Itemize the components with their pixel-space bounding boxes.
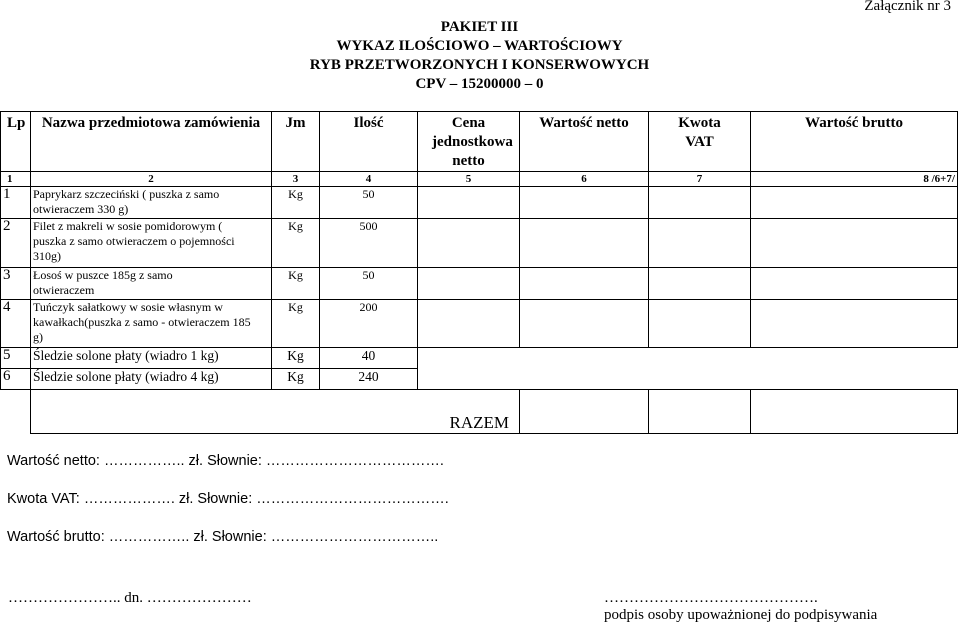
- row-cell: [649, 348, 751, 369]
- row-qty: 50: [320, 268, 418, 300]
- vat-amount-line: Kwota VAT: ………………. zł. Słownie: ………………………………….: [7, 491, 449, 507]
- row-cell: [751, 348, 958, 369]
- net-value-line: Wartość netto: …………….. zł. Słownie: ……………………………….: [7, 453, 444, 469]
- column-header-net-value: Wartość netto: [520, 112, 649, 172]
- row-cell: [520, 268, 649, 300]
- row-lp: 6: [1, 369, 31, 390]
- row-name: Śledzie solone płaty (wiadro 1 kg): [31, 348, 272, 369]
- column-header-qty: Ilość: [320, 112, 418, 172]
- row-qty: 200: [320, 300, 418, 348]
- row-cell: [649, 219, 751, 268]
- row-cell: [520, 369, 649, 390]
- row-qty: 50: [320, 187, 418, 219]
- row-cell: [751, 187, 958, 219]
- header-line-3: RYB PRZETWORZONYCH I KONSERWOWYCH: [309, 57, 650, 73]
- row-qty: 500: [320, 219, 418, 268]
- row-unit: Kg: [272, 187, 320, 219]
- column-header-vat: Kwota VAT: [649, 112, 751, 172]
- row-cell: [751, 369, 958, 390]
- column-number: 7: [649, 172, 751, 187]
- row-lp: 4: [1, 300, 31, 348]
- column-header-gross-value: Wartość brutto: [751, 112, 958, 172]
- row-unit: Kg: [272, 300, 320, 348]
- column-number: 8 /6+7/: [751, 172, 958, 187]
- row-cell: [418, 348, 520, 369]
- annex-label: Załącznik nr 3: [864, 0, 951, 14]
- row-cell: [751, 219, 958, 268]
- column-number: 1: [1, 172, 31, 187]
- row-cell: [751, 268, 958, 300]
- column-header-name: Nazwa przedmiotowa zamówienia: [31, 112, 272, 172]
- row-lp: 5: [1, 348, 31, 369]
- header-line-4: CPV – 15200000 – 0: [415, 76, 544, 92]
- column-header-lp: Lp: [1, 112, 31, 172]
- date-line: ………………….. dn. …………………: [8, 590, 252, 606]
- row-unit: Kg: [272, 268, 320, 300]
- row-cell: [520, 300, 649, 348]
- row-name: Filet z makreli w sosie pomidorowym ( puszka z samo otwieraczem o pojemności 310g): [31, 219, 272, 268]
- row-unit: Kg: [272, 348, 320, 369]
- column-number: 3: [272, 172, 320, 187]
- column-header-jm: Jm: [272, 112, 320, 172]
- total-gross-cell: [751, 390, 958, 434]
- document-header: [0, 18, 959, 94]
- row-cell: [520, 219, 649, 268]
- table-header-row: [1, 112, 958, 172]
- header-line-2: WYKAZ ILOŚCIOWO – WARTOŚCIOWY: [336, 38, 623, 54]
- column-number: 6: [520, 172, 649, 187]
- gross-value-line: Wartość brutto: …………….. zł. Słownie: ……………………………..: [7, 529, 439, 545]
- row-lp: 2: [1, 219, 31, 268]
- total-label: RAZEM: [31, 390, 520, 434]
- row-name: Paprykarz szczeciński ( puszka z samo otwieraczem 330 g): [31, 187, 272, 219]
- row-cell: [649, 268, 751, 300]
- total-vat-cell: [649, 390, 751, 434]
- total-net-cell: [520, 390, 649, 434]
- row-lp: 1: [1, 187, 31, 219]
- table-row: [1, 369, 958, 390]
- row-name: Tuńczyk sałatkowy w sosie własnym w kawałkach(puszka z samo - otwieraczem 185 g): [31, 300, 272, 348]
- row-cell: [418, 369, 520, 390]
- row-cell: [649, 187, 751, 219]
- table-row: [1, 300, 958, 348]
- signature-label: podpis osoby upoważnionej do podpisywania: [604, 607, 878, 623]
- row-cell: [418, 187, 520, 219]
- row-qty: 240: [320, 369, 418, 390]
- row-cell: [649, 369, 751, 390]
- column-number: 2: [31, 172, 272, 187]
- row-unit: Kg: [272, 219, 320, 268]
- row-cell: [649, 300, 751, 348]
- column-number: 5: [418, 172, 520, 187]
- row-unit: Kg: [272, 369, 320, 390]
- items-table: [0, 111, 958, 434]
- total-row: [1, 390, 958, 434]
- row-name: Śledzie solone płaty (wiadro 4 kg): [31, 369, 272, 390]
- signature-dots: …………………………………….: [604, 590, 818, 606]
- row-cell: [520, 187, 649, 219]
- row-cell: [418, 219, 520, 268]
- row-cell: [520, 348, 649, 369]
- row-qty: 40: [320, 348, 418, 369]
- header-line-1: PAKIET III: [440, 19, 519, 35]
- row-lp: 3: [1, 268, 31, 300]
- row-cell: [418, 300, 520, 348]
- table-row: [1, 187, 958, 219]
- column-number: 4: [320, 172, 418, 187]
- row-cell: [751, 300, 958, 348]
- row-name: Łosoś w puszce 185g z samo otwieraczem: [31, 268, 272, 300]
- table-row: [1, 268, 958, 300]
- column-numbers-row: [1, 172, 958, 187]
- row-cell: [418, 268, 520, 300]
- table-row: [1, 348, 958, 369]
- column-header-unit-price: Cena jednostkowa netto: [418, 112, 520, 172]
- table-row: [1, 219, 958, 268]
